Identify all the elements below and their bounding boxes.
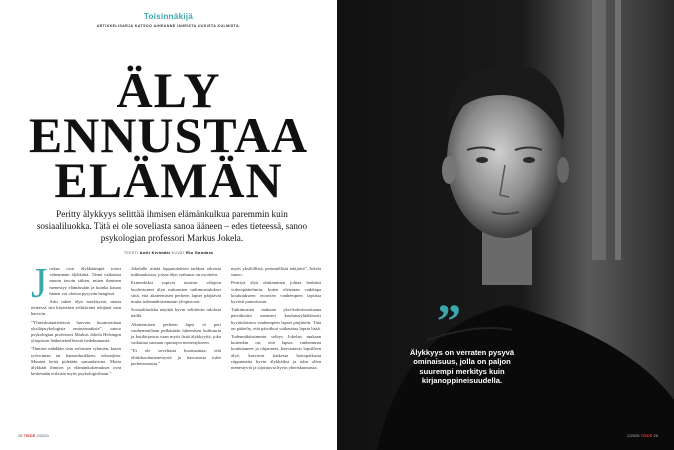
headline-line-2: ENNUSTAA [28, 107, 309, 163]
pull-quote: Älykkyys on verraten pysyvä ominaisuus, jolla on paljon suurempi merkitys kuin kirjanoppineisuudella. [409, 348, 515, 386]
headline-line-1: ÄLY [116, 62, 221, 118]
body-column-2 [131, 266, 221, 369]
byline-photo-label: KUVAT [171, 251, 185, 255]
body-columns [31, 261, 321, 416]
body-paragraph: Esimerkiksi sopivat tasaisin välajoin huolestuneet älyn mittausten tutkimustulokset siitä, että akateemisen perheen lapset pärjäävät muita todennäköisemmin yliopistoon. [131, 280, 221, 305]
byline-text-label: TEKSTI [123, 251, 139, 255]
body-paragraph: ”Ei ole soveliasta huomauttaa, että eliittikoulumenestystä ja kasvatusta tulee perhetaustasta.” [131, 348, 221, 366]
body-paragraph: Perittyä älyä ohittaminen johtaa herkästi virheopäätelmiin, kuten oletetaan vaikkapa koulutukseen eroavien vanhempien lapsista hyvästi panostuvan. [231, 280, 321, 305]
folio-page-number: 28 [18, 433, 23, 438]
right-page [337, 0, 674, 450]
byline [0, 250, 337, 255]
folio-left [18, 433, 49, 438]
body-paragraph: Akateemisen perheen lapsi ei peri vanhemmiltaan pelkästään lukemisen kulttuuria ja kotikirjastoa vaan myös lisää älykkyyttä, joka vaikuttaa suoraan opintojen menestykseen. [131, 321, 221, 346]
folio-issue: 2/2020 [36, 433, 49, 438]
quote-mark-icon: ” [437, 295, 461, 348]
section-subtitle: ARTIKKELISARJA KATSOO AIHEANNE IAHEISTA UUSISTA KULMISTA. [96, 24, 241, 28]
folio-brand: TIEDE [23, 433, 36, 438]
drop-cap: J [31, 261, 48, 307]
body-column-1 [31, 261, 121, 379]
body-paragraph: ”Yhteiskuntatieteissä harvoin huomioidaan yksilöpsykologisia ominaisuuksia”, sanoo psykologian professori Markus Jokela Helsingin yliopiston lääketieteellisestä tiedekunnasta. [31, 319, 121, 344]
byline-photographer: Rio Gandara [186, 250, 214, 255]
folio-page-number: 29 [653, 433, 658, 438]
body-paragraph: Arki tukee älyn merkitystä, mutta tieteessä sitä käytetään selittävänä tekijänä vain harvoin. [31, 299, 121, 317]
folio-right [627, 433, 658, 438]
byline-author: Antti Kivimäki [139, 250, 171, 255]
body-paragraph: myös yksilöllisiä, perinnöllisiä tekijöitä”, Jokela sanoo. [231, 266, 321, 278]
body-paragraph: Tutkimusten mukaan yksi-kolmivuotiaana päiväkotiin menneet koulutusyhtäläisesti hyvätuloisten vanhempien lapset pärjäävät. Tätä on päätelty, että päiväkoti vaikeuttaa lapsia lisää. [231, 307, 321, 331]
body-column-3 [231, 266, 321, 373]
body-paragraph: Jokelalle riittää lopputuloksen tarkkaa oikeista tutkimuksista, joissa älyn vaikutus on osoitettu. [131, 266, 221, 278]
folio-brand: TIEDE [640, 433, 653, 438]
body-paragraph: ”Ihmiset nähdään vain erilaisten ryhmien, kuten työvoiman tai kansanluokkien, edustajina. Muuten heitä pidetään samanlaisina. Mutta älykkäät ihmiset ja elämänkokemukset ovat keskenään erilaisia myös psykologisiltaan.” [31, 346, 121, 377]
lede: Peritty älykkyys selittää ihmisen elämänkulkua paremmin kuin sosiaaliluokka. Tätä ei ole soveliasta sanoa ääneen – edes tieteessä, sanoo psykologian professori Markus Jokela. [36, 209, 308, 243]
headline [0, 62, 337, 208]
section-title: Toisinnäkijä [143, 12, 194, 21]
headline-line-3: ELÄMÄN [54, 152, 283, 208]
body-paragraph: Sosiaaliluokka näyttää hyvin selittävän tuloksia näillä. [131, 307, 221, 319]
body-paragraph: oskus ovat älykkäämpiä toiset vähemmän älykkäitä. Tämä vaikuttaa monin tavoin siihen, miten ihminen menestyy elämässään ja kuinka kauan hänen voi olettaa pysyvän hengissä. [49, 266, 121, 296]
body-paragraph: Todennäköisimmin selitys Jokelan mukaan kuitenkin on, että lapsia vanhemmat kouluttaneet ja ohjanneet, kasvattavat lapsilleen älyä, kasvavat kaikesta hoitopaikasta riippumatta hyvin älykkäiksi ja näin ollen menestyvät ja sijoittuvat hyvin yhteiskunnassa. [231, 334, 321, 371]
folio-issue: 2/2020 [627, 433, 640, 438]
